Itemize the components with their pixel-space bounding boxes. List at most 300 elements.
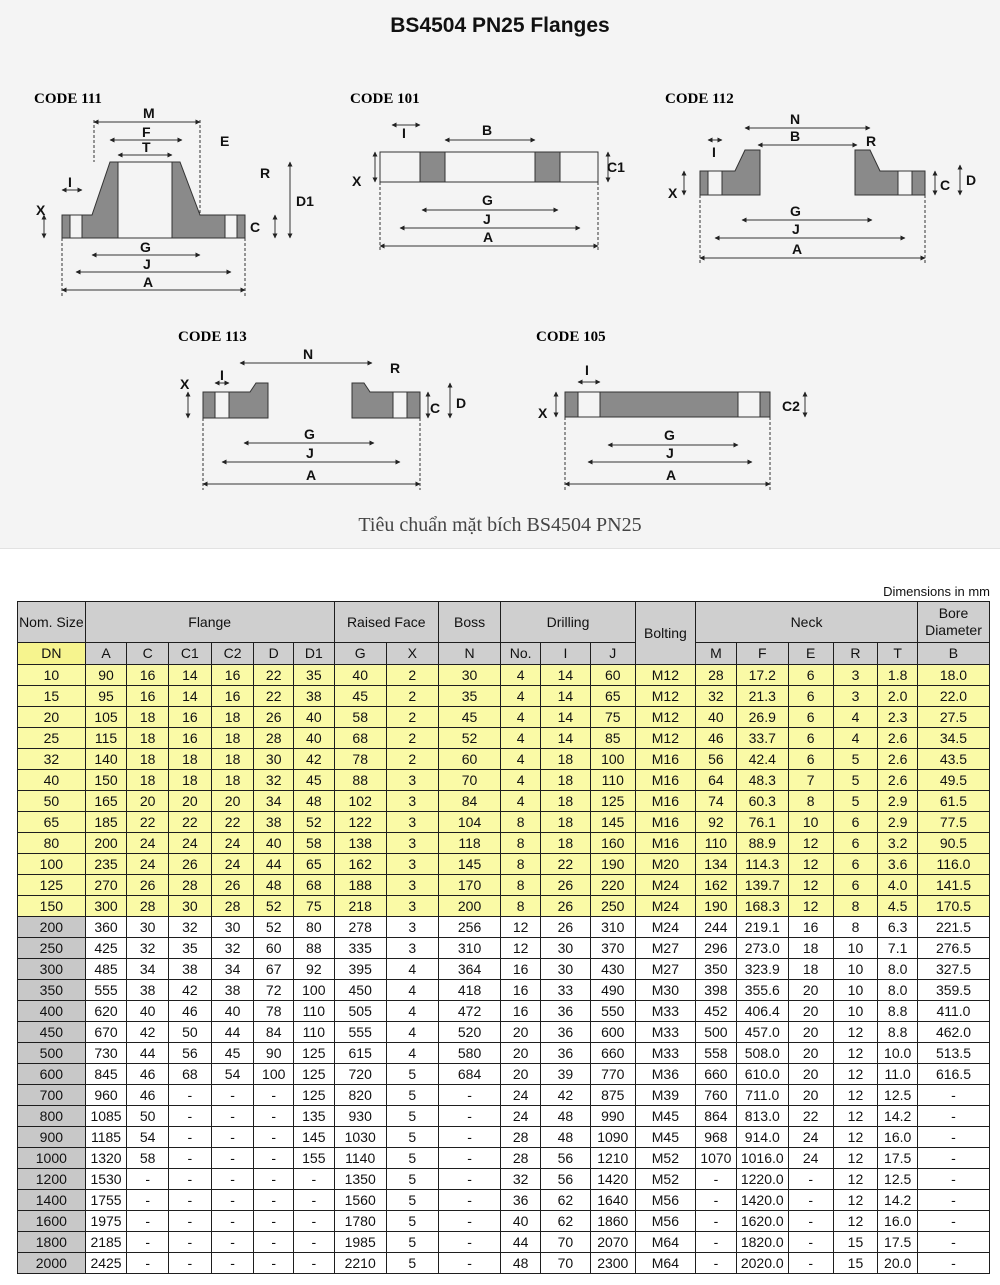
- table-cell: M20: [635, 854, 695, 875]
- table-cell: 513.5: [917, 1043, 989, 1064]
- table-cell: 44: [254, 854, 294, 875]
- table-cell: -: [788, 1253, 833, 1274]
- table-cell: 730: [85, 1043, 127, 1064]
- table-cell: 8: [788, 791, 833, 812]
- separator: [0, 548, 1000, 575]
- table-cell: -: [438, 1106, 501, 1127]
- table-cell: 52: [254, 917, 294, 938]
- table-cell: -: [788, 1232, 833, 1253]
- table-cell: 60.3: [736, 791, 788, 812]
- table-cell: 3: [386, 875, 438, 896]
- table-cell: 162: [696, 875, 737, 896]
- table-row: [18, 749, 990, 770]
- table-cell: 3: [833, 686, 878, 707]
- dim-label: M: [143, 105, 155, 121]
- table-cell: 42: [127, 1022, 169, 1043]
- table-cell: 90: [254, 1043, 294, 1064]
- code-101-label: CODE 101: [350, 91, 420, 107]
- table-cell: 44: [211, 1022, 254, 1043]
- table-cell: 1320: [85, 1148, 127, 1169]
- table-cell: 70: [540, 1253, 590, 1274]
- table-cell: M30: [635, 980, 695, 1001]
- table-cell: 12: [833, 1169, 878, 1190]
- nominal-size-cell: 1600: [18, 1211, 86, 1232]
- table-cell: 5: [386, 1190, 438, 1211]
- table-cell: -: [127, 1253, 169, 1274]
- table-cell: 185: [85, 812, 127, 833]
- table-cell: 1185: [85, 1127, 127, 1148]
- table-cell: 26: [211, 875, 254, 896]
- table-cell: 88: [334, 770, 386, 791]
- table-cell: 52: [254, 896, 294, 917]
- table-cell: 6: [788, 707, 833, 728]
- table-cell: 12: [788, 833, 833, 854]
- table-cell: 1780: [334, 1211, 386, 1232]
- table-cell: M33: [635, 1043, 695, 1064]
- table-cell: 22: [211, 812, 254, 833]
- table-cell: 58: [334, 707, 386, 728]
- table-cell: 296: [696, 938, 737, 959]
- table-cell: 8: [833, 896, 878, 917]
- table-cell: 10: [788, 812, 833, 833]
- table-cell: 102: [334, 791, 386, 812]
- table-cell: 555: [334, 1022, 386, 1043]
- table-cell: 490: [590, 980, 635, 1001]
- table-cell: 16.0: [878, 1127, 918, 1148]
- table-row: [18, 1127, 990, 1148]
- table-cell: 2.9: [878, 791, 918, 812]
- table-cell: -: [169, 1253, 212, 1274]
- table-cell: 40: [696, 707, 737, 728]
- table-cell: 2.6: [878, 770, 918, 791]
- table-cell: 5: [386, 1085, 438, 1106]
- table-cell: 46: [127, 1064, 169, 1085]
- column-header: J: [590, 643, 635, 665]
- dim-label: R: [390, 360, 401, 376]
- table-cell: 77.5: [917, 812, 989, 833]
- table-cell: 250: [590, 896, 635, 917]
- table-cell: 78: [254, 1001, 294, 1022]
- table-cell: 18: [127, 707, 169, 728]
- table-cell: 68: [169, 1064, 212, 1085]
- table-cell: 4: [501, 749, 541, 770]
- column-header: I: [540, 643, 590, 665]
- table-cell: 49.5: [917, 770, 989, 791]
- table-cell: 70: [540, 1232, 590, 1253]
- table-row: [18, 1190, 990, 1211]
- nominal-size-cell: 900: [18, 1127, 86, 1148]
- table-cell: -: [917, 1085, 989, 1106]
- table-cell: 114.3: [736, 854, 788, 875]
- table-cell: 5: [386, 1064, 438, 1085]
- table-cell: 32: [696, 686, 737, 707]
- column-header: F: [736, 643, 788, 665]
- table-cell: 16: [501, 1001, 541, 1022]
- table-cell: 188: [334, 875, 386, 896]
- table-cell: 1755: [85, 1190, 127, 1211]
- table-cell: 620: [85, 1001, 127, 1022]
- table-cell: 125: [590, 791, 635, 812]
- table-cell: 335: [334, 938, 386, 959]
- dim-label: G: [790, 203, 801, 219]
- dim-label: R: [260, 165, 271, 181]
- table-cell: 12.5: [878, 1169, 918, 1190]
- table-row: [18, 1085, 990, 1106]
- table-cell: 8: [501, 812, 541, 833]
- table-cell: 110: [696, 833, 737, 854]
- table-cell: 40: [334, 665, 386, 686]
- table-cell: 36: [540, 1043, 590, 1064]
- table-cell: 22: [169, 812, 212, 833]
- table-cell: 1085: [85, 1106, 127, 1127]
- image-caption: Tiêu chuẩn mặt bích BS4504 PN25: [358, 514, 642, 536]
- table-row: [18, 812, 990, 833]
- table-row: [18, 770, 990, 791]
- table-cell: 26.9: [736, 707, 788, 728]
- dim-label: G: [664, 427, 675, 443]
- table-cell: 430: [590, 959, 635, 980]
- table-cell: -: [169, 1127, 212, 1148]
- table-cell: 1620.0: [736, 1211, 788, 1232]
- table-cell: 38: [127, 980, 169, 1001]
- table-cell: 42: [169, 980, 212, 1001]
- table-cell: 34: [254, 791, 294, 812]
- table-cell: 85: [590, 728, 635, 749]
- dim-label: A: [483, 229, 494, 245]
- table-cell: 58: [294, 833, 335, 854]
- table-cell: M64: [635, 1232, 695, 1253]
- table-cell: 3.6: [878, 854, 918, 875]
- table-cell: 88.9: [736, 833, 788, 854]
- table-cell: 16: [127, 665, 169, 686]
- table-cell: 90: [85, 665, 127, 686]
- table-cell: 1030: [334, 1127, 386, 1148]
- table-cell: 610.0: [736, 1064, 788, 1085]
- table-cell: 4: [833, 707, 878, 728]
- dim-label: C: [250, 219, 261, 235]
- column-header: T: [878, 643, 918, 665]
- nominal-size-cell: 125: [18, 875, 86, 896]
- table-cell: 219.1: [736, 917, 788, 938]
- table-cell: 32: [169, 917, 212, 938]
- table-row: [18, 980, 990, 1001]
- table-cell: 670: [85, 1022, 127, 1043]
- table-cell: -: [211, 1169, 254, 1190]
- nominal-size-cell: 350: [18, 980, 86, 1001]
- nominal-size-cell: 600: [18, 1064, 86, 1085]
- table-cell: 18: [540, 749, 590, 770]
- column-header: C2: [211, 643, 254, 665]
- table-cell: M24: [635, 917, 695, 938]
- table-cell: 18: [127, 770, 169, 791]
- table-cell: 40: [294, 707, 335, 728]
- table-cell: -: [788, 1211, 833, 1232]
- table-cell: 3: [386, 791, 438, 812]
- table-cell: 2425: [85, 1253, 127, 1274]
- table-cell: 5: [833, 749, 878, 770]
- table-cell: 24: [788, 1127, 833, 1148]
- dim-label: J: [666, 445, 674, 461]
- header-drilling: Drilling: [501, 602, 635, 643]
- table-cell: M64: [635, 1253, 695, 1274]
- table-cell: 3: [386, 770, 438, 791]
- table-cell: 110: [590, 770, 635, 791]
- table-cell: 100: [254, 1064, 294, 1085]
- table-cell: M24: [635, 875, 695, 896]
- dim-label: D: [456, 395, 467, 411]
- table-cell: 64: [696, 770, 737, 791]
- dim-label: N: [303, 346, 314, 362]
- table-cell: -: [211, 1232, 254, 1253]
- table-cell: 54: [127, 1127, 169, 1148]
- table-cell: 110: [294, 1022, 335, 1043]
- table-cell: 18: [540, 791, 590, 812]
- table-cell: 8.0: [878, 980, 918, 1001]
- table-cell: 1820.0: [736, 1232, 788, 1253]
- table-cell: 18: [540, 812, 590, 833]
- table-cell: 5: [386, 1148, 438, 1169]
- table-cell: -: [917, 1106, 989, 1127]
- table-row: [18, 707, 990, 728]
- table-cell: -: [169, 1211, 212, 1232]
- table-cell: 4: [386, 1022, 438, 1043]
- table-cell: 1090: [590, 1127, 635, 1148]
- table-cell: 22.0: [917, 686, 989, 707]
- table-cell: 2185: [85, 1232, 127, 1253]
- table-cell: 26: [169, 854, 212, 875]
- table-cell: 45: [438, 707, 501, 728]
- table-cell: 3: [386, 812, 438, 833]
- dim-label: I: [68, 174, 72, 190]
- table-cell: 139.7: [736, 875, 788, 896]
- table-cell: 558: [696, 1043, 737, 1064]
- table-cell: 190: [696, 896, 737, 917]
- table-cell: 18: [169, 749, 212, 770]
- table-cell: 12: [833, 1148, 878, 1169]
- dim-label: I: [220, 367, 224, 383]
- table-cell: 18: [211, 728, 254, 749]
- table-cell: -: [438, 1085, 501, 1106]
- table-cell: 26: [540, 875, 590, 896]
- nominal-size-cell: 1800: [18, 1232, 86, 1253]
- table-cell: 4.5: [878, 896, 918, 917]
- table-cell: 24: [127, 854, 169, 875]
- table-cell: 16: [169, 728, 212, 749]
- table-cell: 16: [127, 686, 169, 707]
- table-cell: 6: [788, 749, 833, 770]
- dim-label: A: [143, 274, 154, 290]
- table-cell: 2020.0: [736, 1253, 788, 1274]
- table-cell: 5: [833, 770, 878, 791]
- table-cell: 4: [501, 707, 541, 728]
- table-row: [18, 686, 990, 707]
- table-cell: 5: [833, 791, 878, 812]
- dim-label: A: [306, 467, 317, 483]
- table-cell: 22: [254, 686, 294, 707]
- table-cell: 135: [294, 1106, 335, 1127]
- nominal-size-cell: 80: [18, 833, 86, 854]
- table-cell: 46: [169, 1001, 212, 1022]
- table-cell: 67: [254, 959, 294, 980]
- table-cell: 84: [438, 791, 501, 812]
- table-cell: 58: [127, 1148, 169, 1169]
- table-cell: 35: [169, 938, 212, 959]
- table-cell: 8: [501, 875, 541, 896]
- table-cell: 1975: [85, 1211, 127, 1232]
- table-cell: 457.0: [736, 1022, 788, 1043]
- table-cell: 30: [254, 749, 294, 770]
- header-raised-face: Raised Face: [334, 602, 438, 643]
- flange-spec-table: [17, 601, 990, 1274]
- table-cell: 38: [169, 959, 212, 980]
- table-cell: 1985: [334, 1232, 386, 1253]
- table-cell: -: [917, 1169, 989, 1190]
- table-cell: 323.9: [736, 959, 788, 980]
- nominal-size-cell: 250: [18, 938, 86, 959]
- table-cell: 12: [833, 1190, 878, 1211]
- table-cell: 12: [833, 1022, 878, 1043]
- table-cell: 40: [211, 1001, 254, 1022]
- table-cell: 2.9: [878, 812, 918, 833]
- table-cell: -: [211, 1190, 254, 1211]
- table-cell: 32: [501, 1169, 541, 1190]
- table-cell: -: [254, 1148, 294, 1169]
- table-cell: -: [294, 1169, 335, 1190]
- table-cell: 34: [211, 959, 254, 980]
- table-cell: 56: [540, 1148, 590, 1169]
- dim-label: B: [790, 128, 801, 144]
- table-cell: 12: [501, 938, 541, 959]
- table-cell: 27.5: [917, 707, 989, 728]
- table-cell: 30: [211, 917, 254, 938]
- nominal-size-cell: 10: [18, 665, 86, 686]
- table-cell: 18: [788, 959, 833, 980]
- table-cell: 68: [334, 728, 386, 749]
- table-cell: 3: [386, 854, 438, 875]
- table-cell: -: [917, 1211, 989, 1232]
- table-cell: 30: [169, 896, 212, 917]
- table-cell: 36: [501, 1190, 541, 1211]
- table-cell: 2.0: [878, 686, 918, 707]
- table-cell: 43.5: [917, 749, 989, 770]
- table-cell: 1560: [334, 1190, 386, 1211]
- table-cell: 450: [334, 980, 386, 1001]
- table-cell: 615: [334, 1043, 386, 1064]
- table-cell: 12.5: [878, 1085, 918, 1106]
- table-cell: 406.4: [736, 1001, 788, 1022]
- table-cell: M12: [635, 728, 695, 749]
- table-cell: 6: [833, 854, 878, 875]
- table-cell: 8: [833, 917, 878, 938]
- table-cell: 22: [127, 812, 169, 833]
- table-cell: 256: [438, 917, 501, 938]
- table-cell: 170.5: [917, 896, 989, 917]
- table-row: [18, 1106, 990, 1127]
- table-cell: 38: [254, 812, 294, 833]
- table-cell: 44: [501, 1232, 541, 1253]
- table-cell: 4: [501, 791, 541, 812]
- table-cell: 45: [294, 770, 335, 791]
- table-cell: 2: [386, 728, 438, 749]
- table-cell: 18: [211, 707, 254, 728]
- table-cell: 30: [127, 917, 169, 938]
- table-cell: 48: [540, 1127, 590, 1148]
- table-cell: 84: [254, 1022, 294, 1043]
- header-flange: Flange: [85, 602, 334, 643]
- table-cell: 134: [696, 854, 737, 875]
- table-cell: 33: [540, 980, 590, 1001]
- table-cell: 12: [788, 854, 833, 875]
- table-cell: 12: [788, 875, 833, 896]
- table-cell: 10: [833, 959, 878, 980]
- table-cell: 48.3: [736, 770, 788, 791]
- table-cell: 14: [540, 728, 590, 749]
- table-cell: M16: [635, 833, 695, 854]
- table-cell: 14.2: [878, 1190, 918, 1211]
- table-cell: -: [211, 1148, 254, 1169]
- table-cell: 12: [501, 917, 541, 938]
- table-cell: 26: [127, 875, 169, 896]
- table-cell: -: [917, 1127, 989, 1148]
- table-cell: 1140: [334, 1148, 386, 1169]
- nominal-size-cell: 800: [18, 1106, 86, 1127]
- table-cell: -: [254, 1169, 294, 1190]
- table-cell: 350: [696, 959, 737, 980]
- table-cell: -: [169, 1232, 212, 1253]
- dim-label: E: [220, 133, 230, 149]
- table-cell: 20: [788, 1064, 833, 1085]
- table-cell: M36: [635, 1064, 695, 1085]
- table-cell: 20: [501, 1064, 541, 1085]
- nominal-size-cell: 32: [18, 749, 86, 770]
- table-cell: 38: [294, 686, 335, 707]
- table-cell: 5: [386, 1169, 438, 1190]
- table-cell: 5: [386, 1106, 438, 1127]
- table-cell: -: [917, 1253, 989, 1274]
- table-cell: 711.0: [736, 1085, 788, 1106]
- table-cell: 5: [386, 1253, 438, 1274]
- table-cell: 3.2: [878, 833, 918, 854]
- dim-label: A: [666, 467, 677, 483]
- table-cell: 930: [334, 1106, 386, 1127]
- table-cell: 42: [540, 1085, 590, 1106]
- table-cell: 100: [294, 980, 335, 1001]
- table-cell: 2070: [590, 1232, 635, 1253]
- table-cell: 125: [294, 1064, 335, 1085]
- table-cell: 485: [85, 959, 127, 980]
- table-cell: 12: [788, 896, 833, 917]
- table-cell: 45: [334, 686, 386, 707]
- table-cell: 4: [386, 980, 438, 1001]
- table-cell: 221.5: [917, 917, 989, 938]
- page-title: BS4504 PN25 Flanges: [390, 14, 610, 37]
- table-cell: 125: [294, 1043, 335, 1064]
- table-cell: 8: [501, 896, 541, 917]
- table-cell: 42.4: [736, 749, 788, 770]
- table-cell: 145: [590, 812, 635, 833]
- table-cell: 14: [540, 686, 590, 707]
- table-cell: 1860: [590, 1211, 635, 1232]
- table-cell: 18: [540, 770, 590, 791]
- table-cell: 4: [833, 728, 878, 749]
- table-cell: 990: [590, 1106, 635, 1127]
- table-cell: 355.6: [736, 980, 788, 1001]
- dim-label: N: [790, 111, 801, 127]
- table-cell: M45: [635, 1127, 695, 1148]
- dim-label: G: [304, 426, 315, 442]
- table-cell: 48: [294, 791, 335, 812]
- table-cell: 95: [85, 686, 127, 707]
